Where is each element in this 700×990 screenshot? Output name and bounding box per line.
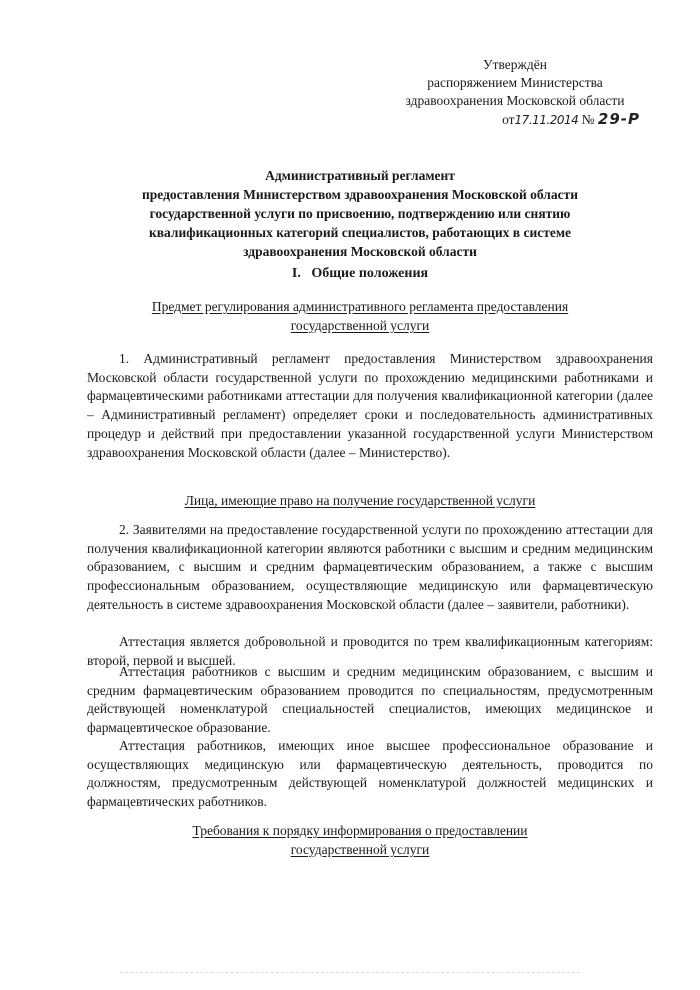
subheading-informing-line-2: государственной услуги (290, 842, 430, 857)
approval-line-ministry: здравоохранения Московской области (405, 93, 625, 108)
subheading-informing-line-1: Требования к порядку информирования о предоставлении (192, 823, 528, 838)
subheading-subject-line-2: государственной услуги (290, 318, 430, 333)
scan-edge-divider (120, 972, 580, 983)
title-line-2: предоставления Министерством здравоохранения Московской области (141, 187, 579, 202)
paragraph-4: Аттестация работников с высшим и средним медицинским образованием, с высшим и средним фармацевтическим образованием проводится по специальностям, предусмотренным действующей номенклатурой специальностей специалистов, имеющих медицинское и фармацевтическое образование. (87, 664, 653, 736)
approval-date-line (380, 110, 650, 129)
approval-stamp (380, 56, 650, 129)
paragraph-2: 2. Заявителями на предоставление государственной услуги по прохождению аттестации для получения квалификационной категории являются работники с высшим и средним медицинским образованием, с высшим и средним фармацевтическим образованием, а также с высшим профессиональным образованием, осуществляющие медицинскую или фармацевтическую деятельность в системе здравоохранения Московской области (далее – заявители, работники). (87, 522, 653, 612)
approval-line-approved: Утверждён (483, 57, 547, 72)
subheading-informing (100, 821, 620, 859)
paragraph-3: Аттестация является добровольной и проводится по трем квалификационным категориям: второй, первой и высшей. (87, 634, 653, 668)
handwritten-number: 29-Р (597, 110, 640, 128)
paragraph-1: 1. Административный регламент предоставления Министерством здравоохранения Московской области государственной услуги по прохождению медицинскими работниками и фармацевтическими работниками аттестации для получения квалификационной категории (далее – Административный регламент) определяет сроки и последовательность административных процедур и действий при предоставлении указанной государственной услуги Министерством здравоохранения Московской области (далее – Министерство). (87, 351, 653, 460)
date-prefix: от (502, 112, 515, 127)
subheading-subject-line-1: Предмет регулирования административного регламента предоставления (151, 299, 569, 314)
number-prefix: № (581, 112, 595, 127)
title-line-4: квалификационных категорий специалистов, работающих в системе (148, 225, 572, 240)
subheading-eligible (100, 491, 620, 510)
approval-line-order: распоряжением Министерства (427, 75, 603, 90)
subheading-eligible-text: Лица, имеющие право на получение государственной услуги (184, 493, 536, 508)
document-title (100, 166, 620, 261)
subheading-subject (100, 297, 620, 335)
title-line-5: здравоохранения Московской области (243, 244, 477, 259)
section-heading-general: I. Общие положения (291, 266, 429, 281)
paragraph-5: Аттестация работников, имеющих иное высшее профессиональное образование и осуществляющих медицинскую или фармацевтическую деятельность, проводится по должностям, предусмотренным действующей номенклатурой должностей медицинских и фармацевтических работников. (87, 738, 653, 810)
handwritten-date: 17.11.2014 (514, 113, 579, 127)
title-line-3: государственной услуги по присвоению, подтверждению или снятию (149, 206, 571, 221)
title-line-1: Административный регламент (265, 168, 455, 183)
